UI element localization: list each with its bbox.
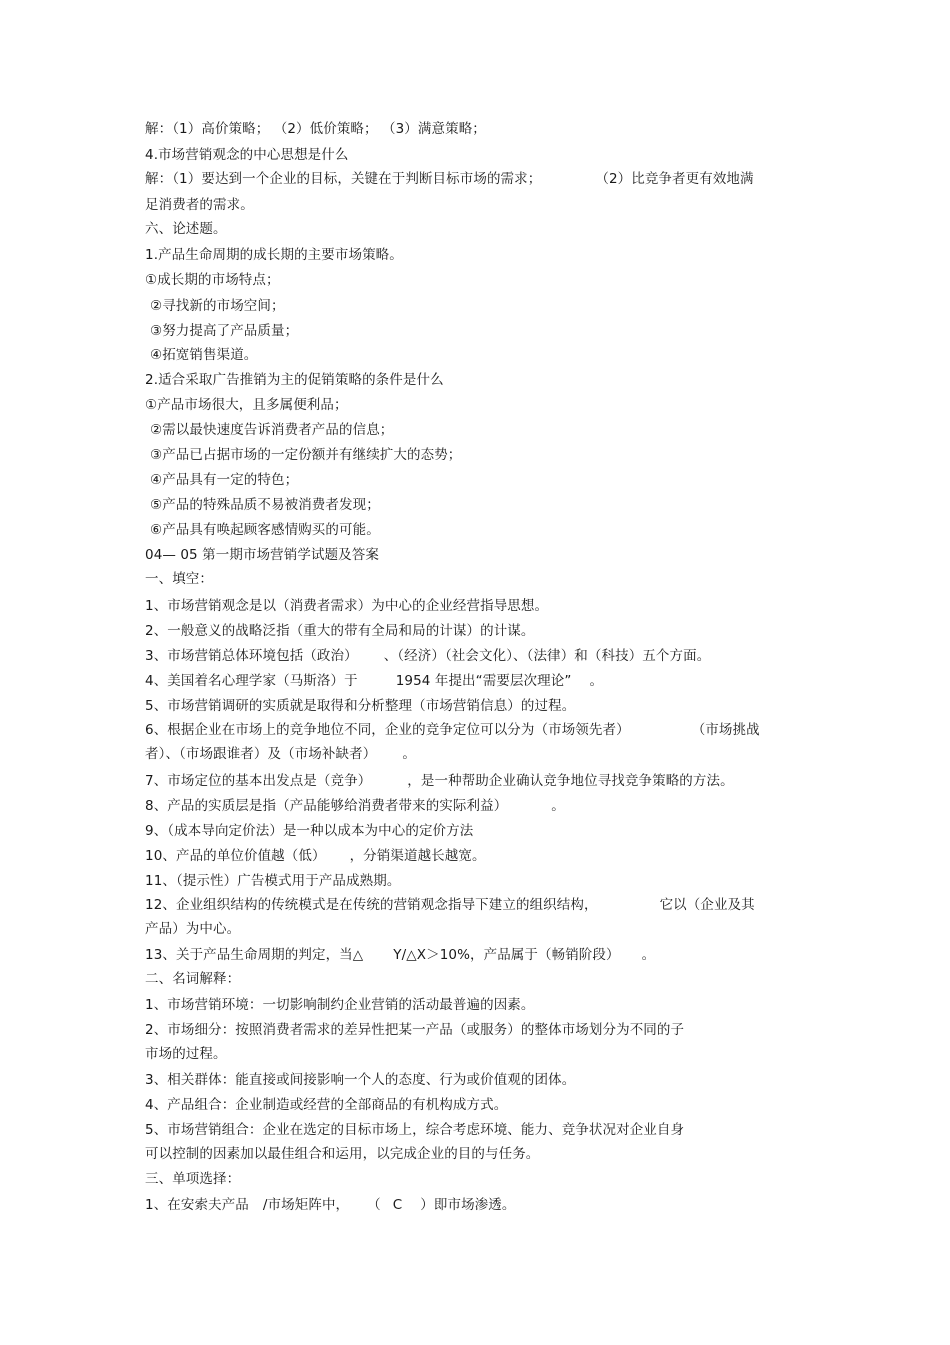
fill-item-6-line2: 者）、（市场跟谁者）及（市场补缺者） 。 bbox=[145, 746, 416, 762]
term-4: 4、产品组合：企业制造或经营的全部商品的有机构成方式。 bbox=[145, 1097, 508, 1113]
fill-item-5: 5、市场营销调研的实质就是取得和分析整理（市场营销信息）的过程。 bbox=[145, 698, 576, 714]
fill-item-9: 9、（成本导向定价法）是一种以成本为中心的定价方法 bbox=[145, 823, 474, 839]
essay-2-point-6: ⑥产品具有唤起顾客感情购买的可能。 bbox=[150, 522, 380, 538]
essay-2-point-3: ③产品已占据市场的一定份额并有继续扩大的态势； bbox=[150, 447, 462, 463]
fill-item-4: 4、美国着名心理学家（马斯洛）于 1954 年提出“需要层次理论” 。 bbox=[145, 673, 604, 689]
essay-1-point-4: ④拓宽销售渠道。 bbox=[150, 347, 258, 363]
exam-title: 04— 05 第一期市场营销学试题及答案 bbox=[145, 547, 379, 563]
fill-item-1: 1、市场营销观念是以（消费者需求）为中心的企业经营指导思想。 bbox=[145, 598, 549, 614]
choice-item-1-answer: C bbox=[392, 1197, 403, 1213]
term-3: 3、相关群体：能直接或间接影响一个人的态度、行为或价值观的团体。 bbox=[145, 1072, 576, 1088]
term-1: 1、市场营销环境：一切影响制约企业营销的活动最普遍的因素。 bbox=[145, 997, 535, 1013]
essay-question-1: 1.产品生命周期的成长期的主要市场策略。 bbox=[145, 247, 403, 263]
answer-4-line2: 足消费者的需求。 bbox=[145, 197, 254, 213]
fill-item-3: 3、市场营销总体环境包括（政治） 、（经济）（社会文化）、（法律）和（科技）五个方面。 bbox=[145, 648, 711, 664]
fill-item-12-line2: 产品）为中心。 bbox=[145, 921, 241, 937]
essay-1-point-1: ①成长期的市场特点； bbox=[145, 272, 280, 288]
answer-pricing-strategies: 解：（1）高价策略； （2）低价策略； （3）满意策略； bbox=[145, 121, 486, 137]
section-1-heading: 一、填空： bbox=[145, 571, 213, 587]
section-2-heading: 二、名词解释： bbox=[145, 971, 241, 987]
section-3-heading: 三、单项选择： bbox=[145, 1171, 241, 1187]
answer-4-line1: 解：（1）要达到一个企业的目标，关键在于判断目标市场的需求； （2）比竞争者更有效地满 bbox=[145, 171, 754, 187]
essay-2-point-2: ②需以最快速度告诉消费者产品的信息； bbox=[150, 422, 394, 438]
essay-1-point-3: ③努力提高了产品质量； bbox=[150, 323, 299, 339]
essay-1-point-2: ②寻找新的市场空间； bbox=[150, 298, 285, 314]
question-4: 4.市场营销观念的中心思想是什么 bbox=[145, 147, 349, 163]
essay-2-point-1: ①产品市场很大，且多属便利品； bbox=[145, 397, 348, 413]
fill-item-12-line1: 12、企业组织结构的传统模式是在传统的营销观念指导下建立的组织结构， 它以（企业及其 bbox=[145, 897, 755, 913]
term-5-line2: 可以控制的因素加以最佳组合和运用，以完成企业的目的与任务。 bbox=[145, 1146, 540, 1162]
fill-item-6-line1: 6、根据企业在市场上的竞争地位不同，企业的竞争定位可以分为（市场领先者） （市场挑战 bbox=[145, 722, 760, 738]
essay-2-point-5: ⑤产品的特殊品质不易被消费者发现； bbox=[150, 497, 380, 513]
fill-item-10: 10、产品的单位价值越（低） ，分销渠道越长越宽。 bbox=[145, 848, 486, 864]
choice-item-1: 1、在安索夫产品 /市场矩阵中， （ C ）即市场渗透。 bbox=[145, 1197, 516, 1213]
fill-item-2: 2、一般意义的战略泛指（重大的带有全局和局的计谋）的计谋。 bbox=[145, 623, 535, 639]
term-5-line1: 5、市场营销组合：企业在选定的目标市场上，综合考虑环境、能力、竞争状况对企业自身 bbox=[145, 1122, 685, 1138]
fill-item-11: 11、（提示性）广告模式用于产品成熟期。 bbox=[145, 873, 401, 889]
section-6-heading: 六、论述题。 bbox=[145, 221, 227, 237]
term-2-line1: 2、市场细分：按照消费者需求的差异性把某一产品（或服务）的整体市场划分为不同的子 bbox=[145, 1022, 685, 1038]
essay-question-2: 2.适合采取广告推销为主的促销策略的条件是什么 bbox=[145, 372, 444, 388]
fill-item-13: 13、关于产品生命周期的判定，当△ Y/△X＞10%，产品属于（畅销阶段） 。 bbox=[145, 947, 656, 963]
fill-item-7: 7、市场定位的基本出发点是（竞争） ，是一种帮助企业确认竞争地位寻找竞争策略的方法。 bbox=[145, 773, 734, 789]
essay-2-point-4: ④产品具有一定的特色； bbox=[150, 472, 299, 488]
fill-item-8: 8、产品的实质层是指（产品能够给消费者带来的实际利益） 。 bbox=[145, 798, 565, 814]
term-2-line2: 市场的过程。 bbox=[145, 1046, 227, 1062]
